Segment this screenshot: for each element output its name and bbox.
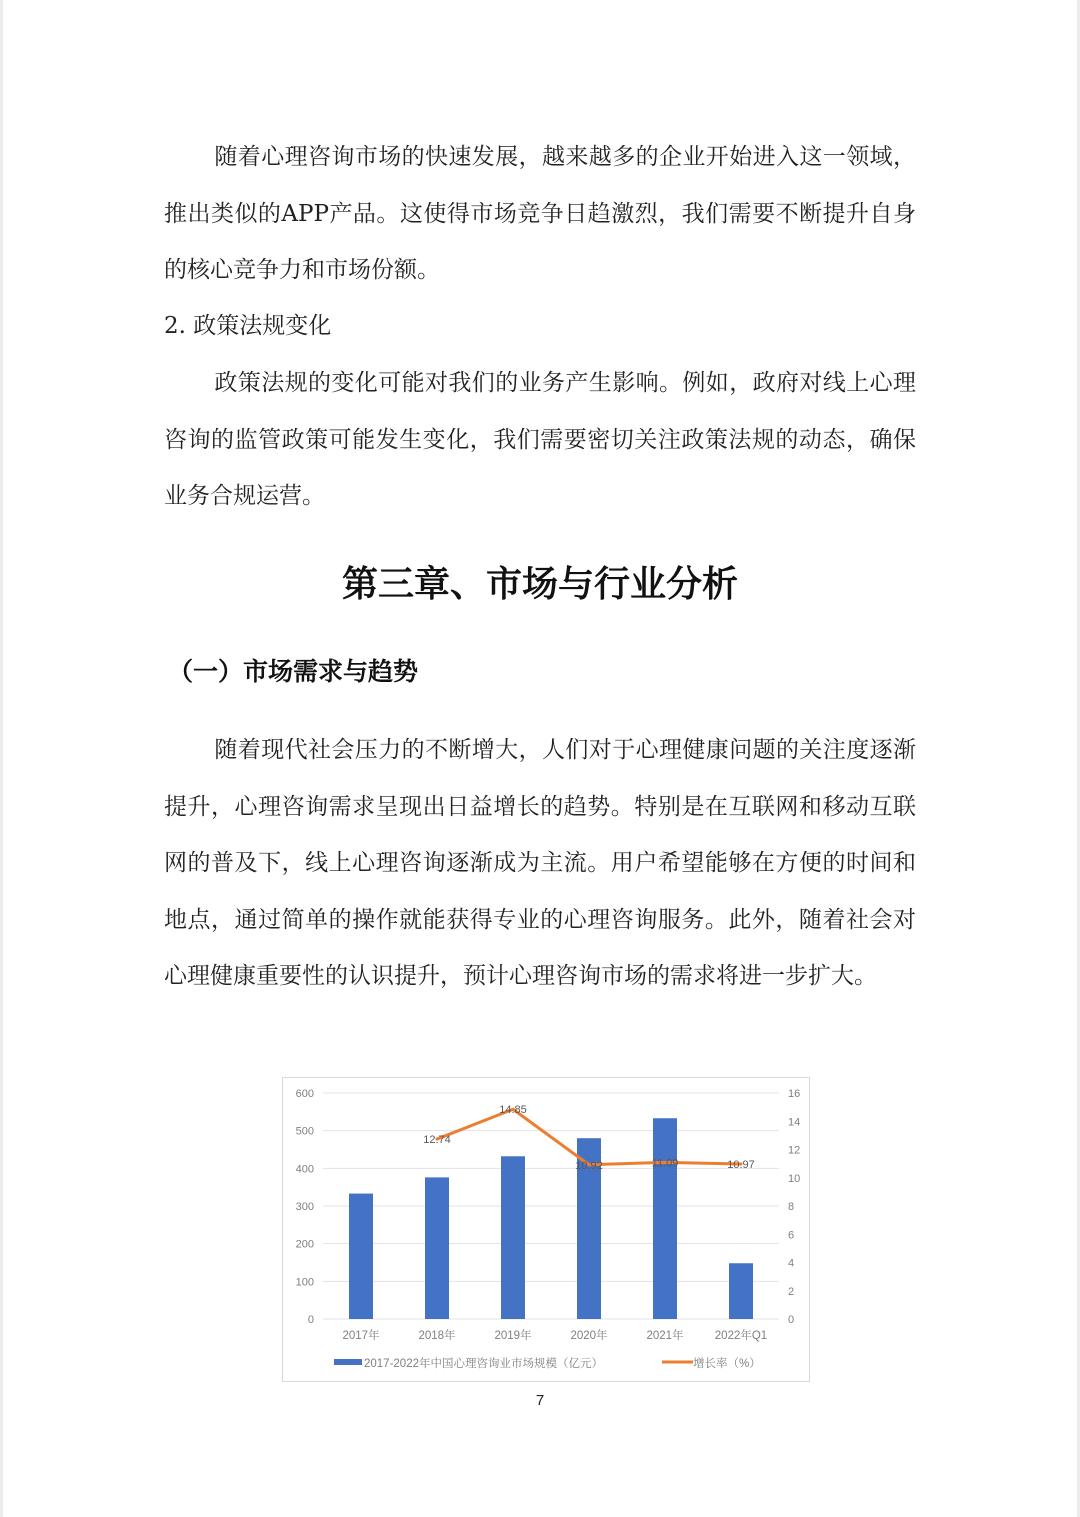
market-size-chart bbox=[282, 1077, 810, 1382]
left-axis-tick-label: 500 bbox=[295, 1125, 314, 1138]
right-axis-tick-label: 12 bbox=[788, 1144, 801, 1157]
chart-svg bbox=[283, 1078, 811, 1383]
bar-2017年 bbox=[349, 1194, 373, 1319]
x-axis-tick-label: 2019年 bbox=[494, 1330, 532, 1342]
paragraph-demand bbox=[164, 722, 916, 1005]
right-axis-tick-label: 10 bbox=[788, 1172, 801, 1185]
right-axis-tick-label: 14 bbox=[788, 1116, 801, 1129]
right-axis-tick-label: 6 bbox=[788, 1229, 795, 1242]
legend-bar-swatch bbox=[334, 1359, 362, 1365]
page-number: 7 bbox=[535, 1392, 545, 1409]
bar-2019年 bbox=[501, 1156, 525, 1319]
right-axis-tick-label: 0 bbox=[788, 1314, 795, 1326]
paragraph-competition bbox=[164, 129, 916, 299]
data-label: 14.85 bbox=[499, 1104, 527, 1117]
bar-2018年 bbox=[425, 1177, 449, 1319]
left-axis-tick-label: 0 bbox=[307, 1314, 314, 1326]
bar-2022年Q1 bbox=[729, 1263, 753, 1319]
page-edge-left bbox=[0, 0, 3, 1517]
paragraph-text: 随着现代社会压力的不断增大，人们对于心理健康问题的关注度逐渐提升，心理咨询需求呈现出日益增长的趋势。特别是在互联网和移动互联网的普及下，线上心理咨询逐渐成为主流。用户希望能够在方便的时间和地点，通过简单的操作就能获得专业的心理咨询服务。此外，随着社会对心理健康重要性的认识提升，预计心理咨询市场的需求将进一步扩大。 bbox=[164, 737, 916, 989]
data-label: 10.97 bbox=[727, 1159, 755, 1172]
paragraph-text: 随着心理咨询市场的快速发展，越来越多的企业开始进入这一领域，推出类似的APP产品。这使得市场竞争日趋激烈，我们需要不断提升自身的核心竞争力和市场份额。 bbox=[164, 144, 916, 283]
data-label: 11.09 bbox=[651, 1157, 679, 1170]
left-axis-tick-label: 400 bbox=[295, 1163, 314, 1176]
x-axis-tick-label: 2021年 bbox=[646, 1330, 684, 1342]
bar-2021年 bbox=[653, 1118, 677, 1319]
left-axis-tick-label: 300 bbox=[295, 1201, 314, 1213]
left-axis-tick-label: 100 bbox=[295, 1276, 314, 1289]
data-label: 10.92 bbox=[575, 1159, 603, 1172]
x-axis-tick-label: 2022年Q1 bbox=[714, 1330, 768, 1342]
paragraph-policy bbox=[164, 355, 916, 525]
section-title: （一）市场需求与趋势 bbox=[168, 657, 419, 686]
right-axis-tick-label: 2 bbox=[788, 1285, 795, 1298]
legend-bar-label: 2017-2022年中国心理咨询业市场规模（亿元） bbox=[364, 1358, 603, 1370]
right-axis-tick-label: 16 bbox=[788, 1088, 801, 1100]
heading-policy: 2. 政策法规变化 bbox=[164, 313, 332, 339]
right-axis-tick-label: 8 bbox=[788, 1201, 795, 1213]
x-axis-tick-label: 2018年 bbox=[418, 1330, 456, 1342]
right-axis-tick-label: 4 bbox=[788, 1257, 795, 1270]
chapter-title: 第三章、市场与行业分析 bbox=[341, 564, 738, 605]
left-axis-tick-label: 600 bbox=[295, 1088, 314, 1100]
data-label: 12.74 bbox=[423, 1134, 451, 1147]
legend-line-label: 增长率（%） bbox=[693, 1358, 761, 1370]
x-axis-tick-label: 2020年 bbox=[570, 1330, 608, 1342]
paragraph-text: 政策法规的变化可能对我们的业务产生影响。例如，政府对线上心理咨询的监管政策可能发生变化，我们需要密切关注政策法规的动态，确保业务合规运营。 bbox=[164, 370, 916, 509]
x-axis-tick-label: 2017年 bbox=[342, 1330, 380, 1342]
left-axis-tick-label: 200 bbox=[295, 1238, 314, 1251]
